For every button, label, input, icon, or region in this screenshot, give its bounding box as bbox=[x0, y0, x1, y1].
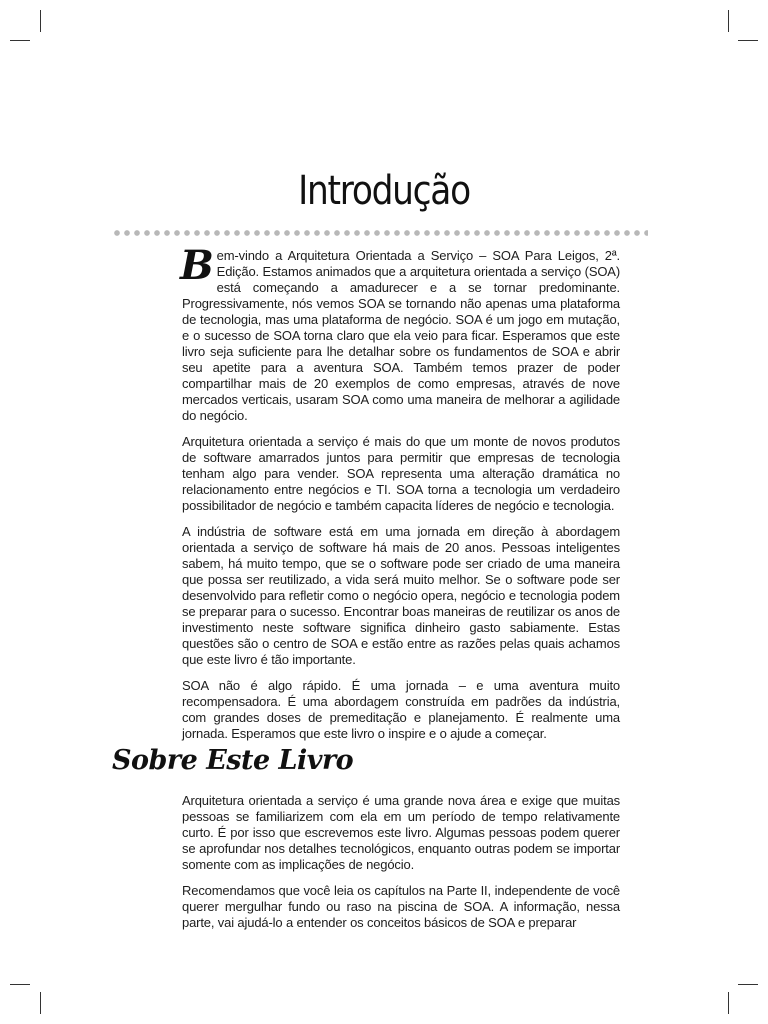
crop-mark bbox=[10, 984, 30, 985]
intro-body bbox=[180, 242, 620, 752]
section-paragraph: Arquitetura orientada a serviço é uma grande nova área e exige que muitas pessoas se familiarizem com ela em um período de tempo relativamente curto. É por isso que escrevemos este livro. Algumas pessoas podem querer se aprofundar nos detalhes tecnológicos, enquanto outras podem se importar somente com as implicações de negócio. bbox=[182, 793, 620, 872]
crop-mark bbox=[10, 40, 30, 41]
section-paragraph: Recomendamos que você leia os capítulos na Parte II, independente de você querer mergulhar fundo ou raso na piscina de SOA. A informação, nessa parte, vai ajudá-lo a entender os conceitos básicos de SOA e preparar bbox=[182, 883, 620, 930]
section-body bbox=[182, 793, 620, 941]
crop-mark bbox=[728, 992, 729, 1014]
crop-mark bbox=[40, 992, 41, 1014]
intro-paragraph: Arquitetura orientada a serviço é mais do que um monte de novos produtos de software amarrados juntos para permitir que empresas de tecnologia tenham algo para vender. SOA representa uma alteração dramática no relacionamento entre negócios e TI. SOA torna a tecnologia um verdadeiro possibilitador de negócio e também capacita líderes de negócio e tecnologia. bbox=[182, 434, 620, 513]
drop-cap: B bbox=[180, 242, 214, 289]
crop-mark bbox=[738, 984, 758, 985]
dotted-divider bbox=[112, 228, 648, 238]
crop-mark bbox=[738, 40, 758, 41]
intro-paragraph: A indústria de software está em uma jornada em direção à abordagem orientada a serviço de software há mais de 20 anos. Pessoas inteligentes sabem, há muito tempo, que se o software pode ser criado de uma maneira que possa ser reutilizado, a vida será muito melhor. Se o software pode ser desenvolvido para refletir como o negócio opera, negócio e tecnologia podem se preparar para o sucesso. Encontrar boas maneiras de reutilizar os anos de investimento neste software significa dinheiro gasto sabiamente. Estas questões são o centro de SOA e estão entre as razões pelas quais achamos que este livro é tão importante. bbox=[182, 524, 620, 667]
intro-paragraph: SOA não é algo rápido. É uma jornada – e uma aventura muito recompensadora. É uma abordagem construída em padrões da indústria, com grandes doses de premeditação e planejamento. É realmente uma jornada. Esperamos que este livro o inspire e o ajude a começar. bbox=[182, 678, 620, 741]
crop-mark bbox=[728, 10, 729, 32]
section-heading: Sobre Este Livro bbox=[112, 745, 354, 776]
intro-paragraph bbox=[180, 242, 620, 424]
crop-mark bbox=[40, 10, 41, 32]
intro-paragraph-text: em-vindo a Arquitetura Orientada a Serviço – SOA Para Leigos, 2ª. Edição. Estamos animados que a arquitetura orientada a serviço (SOA) está começando a amadurecer e a se tornar predominante. Progressivamente, nós vemos SOA se tornando não apenas uma plataforma de tecnologia, mas uma plataforma de negócio. SOA é um jogo em mutação, e o sucesso de SOA torna claro que ela veio para ficar. Esperamos que este livro seja suficiente para lhe detalhar sobre os fundamentos de SOA e abrir seu apetite para a aventura SOA. Também temos prazer de poder compartilhar mais de 20 exemplos de como empresas, através de nove mercados verticais, usaram SOA como uma maneira de melhorar a agilidade do negócio. bbox=[182, 248, 620, 423]
page-title: Introdução bbox=[298, 168, 470, 214]
